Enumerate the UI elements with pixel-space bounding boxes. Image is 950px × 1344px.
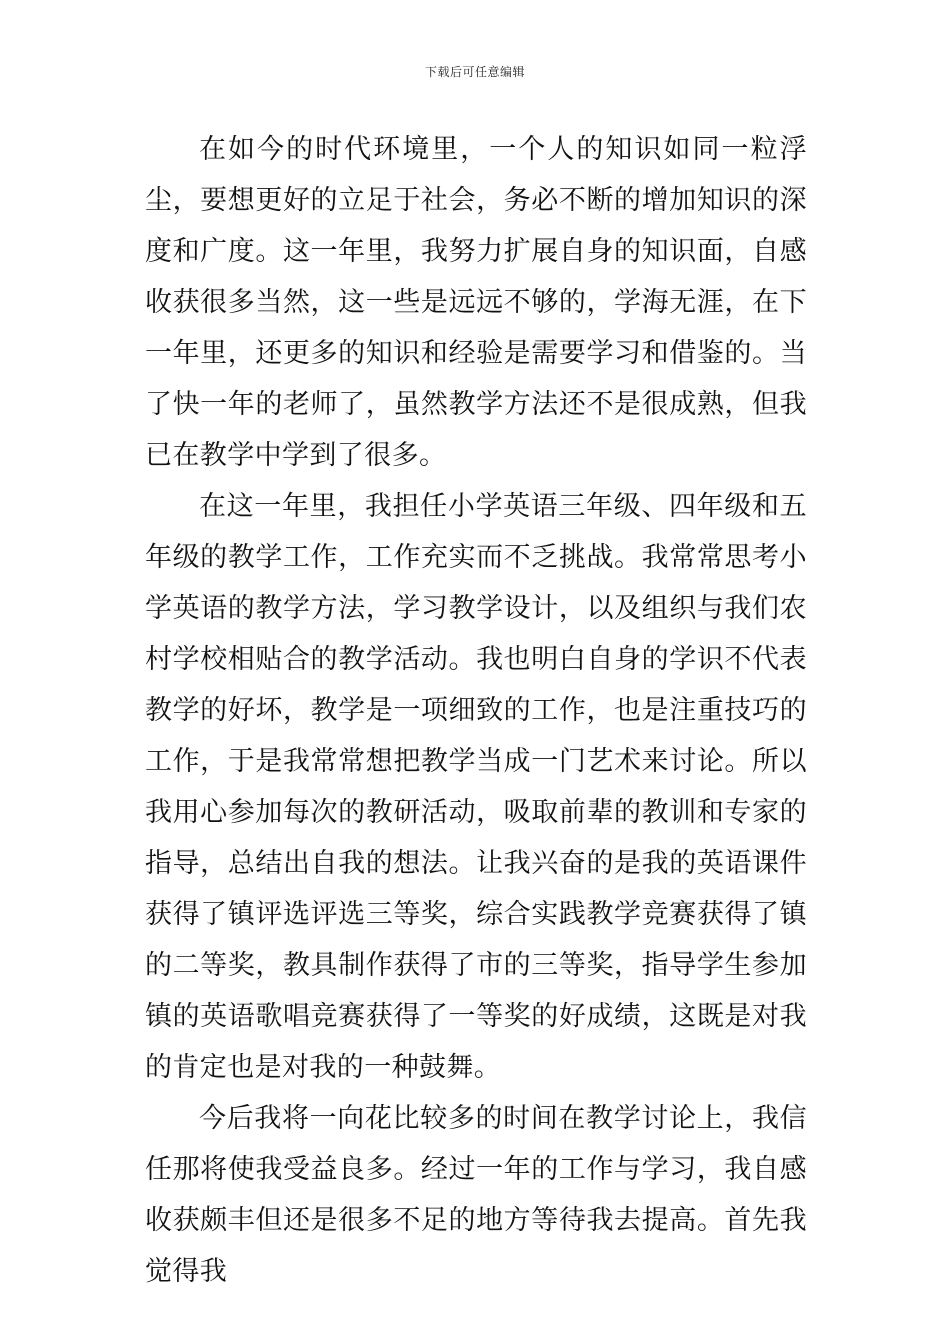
document-body bbox=[145, 124, 807, 1297]
paragraph-2: 在这一年里，我担任小学英语三年级、四年级和五年级的教学工作，工作充实而不乏挑战。我常常思考小学英语的教学方法，学习教学设计，以及组织与我们农村学校相贴合的教学活动。我也明白自身的学识不代表教学的好坏，教学是一项细致的工作，也是注重技巧的工作，于是我常常想把教学当成一门艺术来讨论。所以我用心参加每次的教研活动，吸取前辈的教训和专家的指导，总结出自我的想法。让我兴奋的是我的英语课件获得了镇评选评选三等奖，综合实践教学竞赛获得了镇的二等奖，教具制作获得了市的三等奖，指导学生参加镇的英语歌唱竞赛获得了一等奖的好成绩，这既是对我的肯定也是对我的一种鼓舞。 bbox=[145, 491, 807, 1083]
paragraph-1: 在如今的时代环境里，一个人的知识如同一粒浮尘，要想更好的立足于社会，务必不断的增加知识的深度和广度。这一年里，我努力扩展自身的知识面，自感收获很多当然，这一些是远远不够的，学海无涯，在下一年里，还更多的知识和经验是需要学习和借鉴的。当了快一年的老师了，虽然教学方法还不是很成熟，但我已在教学中学到了很多。 bbox=[145, 134, 807, 471]
paragraph-3: 今后我将一向花比较多的时间在教学讨论上，我信任那将使我受益良多。经过一年的工作与学习，我自感收获颇丰但还是很多不足的地方等待我去提高。首先我觉得我 bbox=[145, 1103, 807, 1287]
page-header: 下载后可任意编辑 bbox=[424, 65, 525, 79]
